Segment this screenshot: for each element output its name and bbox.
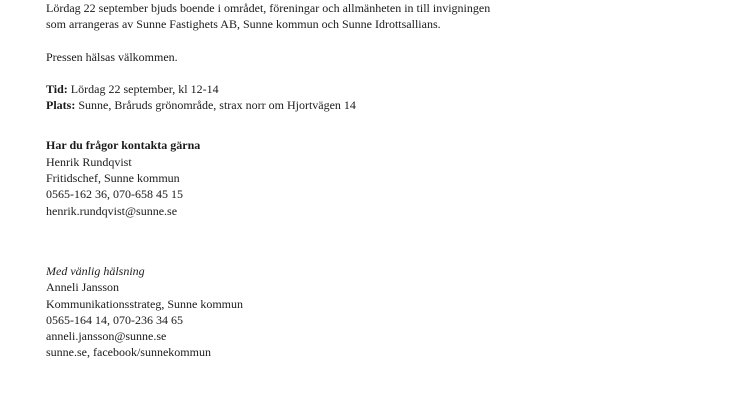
contact-title: Fritidschef, Sunne kommun [46, 171, 180, 186]
intro-line-2: som arrangeras av Sunne Fastighets AB, Sunne kommun och Sunne Idrottsallians. [46, 17, 441, 32]
intro-line-1: Lördag 22 september bjuds boende i området, föreningar och allmänheten in till invigningen [46, 1, 491, 15]
signature-name: Anneli Jansson [46, 280, 119, 295]
signature-title: Kommunikationsstrateg, Sunne kommun [46, 296, 243, 311]
contact-name: Henrik Rundqvist [46, 154, 132, 169]
signature-web: sunne.se, facebook/sunnekommun [46, 345, 211, 360]
time-value: Lördag 22 september, kl 12-14 [70, 81, 219, 96]
document-body [46, 0, 726, 361]
time-label: Tid: [46, 81, 68, 96]
signature-greeting: Med vänlig hälsning [46, 263, 145, 278]
place-value: Sunne, Bråruds grönområde, strax norr om Hjortvägen 14 [78, 98, 356, 113]
contact-heading: Har du frågor kontakta gärna [46, 138, 201, 153]
contact-email: henrik.rundqvist@sunne.se [46, 203, 178, 218]
signature-phones: 0565-164 14, 070-236 34 65 [46, 312, 183, 327]
place-label: Plats: [46, 98, 76, 113]
event-place [46, 97, 726, 113]
event-time [46, 81, 726, 97]
signature-email: anneli.jansson@sunne.se [46, 329, 167, 344]
contact-phones: 0565-162 36, 070-658 45 15 [46, 187, 183, 202]
press-welcome: Pressen hälsas välkommen. [46, 49, 178, 64]
